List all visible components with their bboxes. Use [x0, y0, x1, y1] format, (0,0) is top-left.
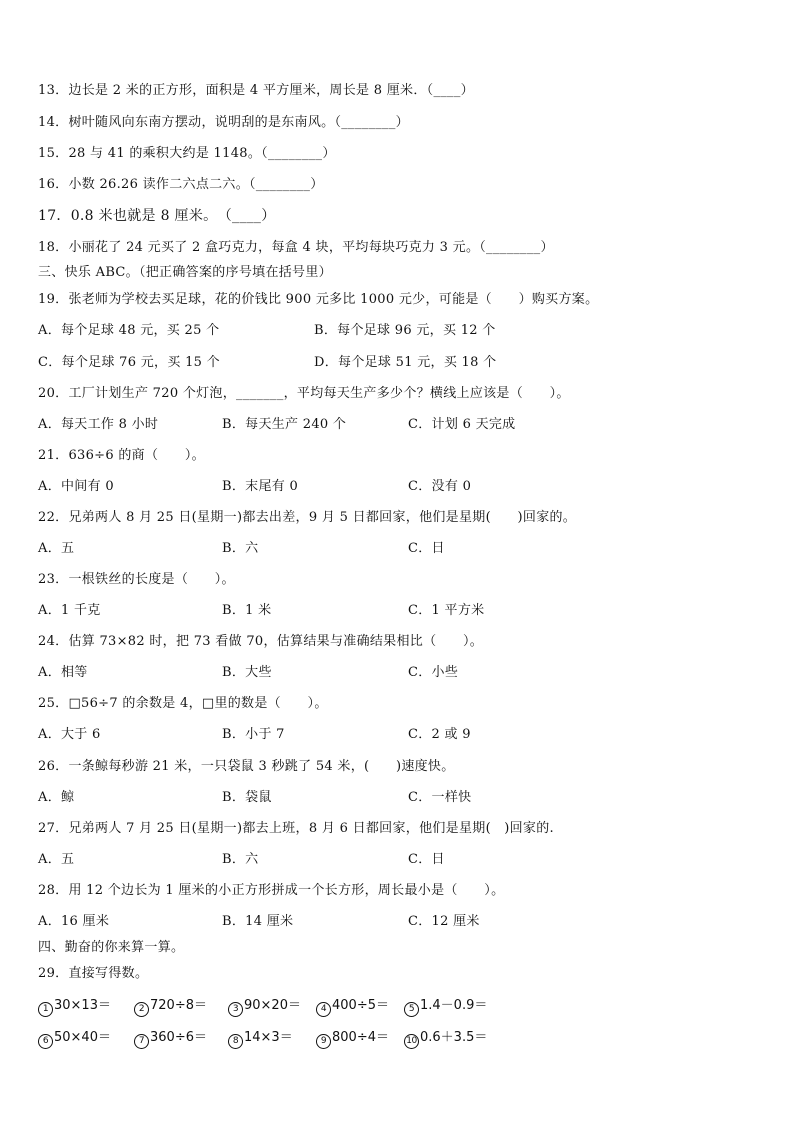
calc-item — [404, 998, 487, 1017]
q26-option-b: B．袋鼠 — [222, 790, 272, 805]
q19-option-b: B．每个足球 96 元，买 12 个 — [314, 323, 496, 338]
circled-number: 4 — [316, 1002, 331, 1017]
q24-option-c: C．小些 — [408, 665, 459, 680]
question-19-stem: 19．张老师为学校去买足球，花的价钱比 900 元多比 1000 元少，可能是（ ）购买方案。 — [38, 292, 599, 307]
question-25-stem: 25．□56÷7 的余数是 4，□里的数是（ ）。 — [38, 696, 328, 711]
section-4-title: 四、勤奋的你来算一算。 — [38, 940, 185, 955]
question-13: 13．边长是 2 米的正方形，面积是 4 平方厘米，周长是 8 厘米．（____） — [38, 83, 474, 98]
question-14: 14．树叶随风向东南方摆动，说明刮的是东南风。（________） — [38, 115, 409, 130]
circled-number: 9 — [316, 1034, 331, 1049]
calc-item — [228, 1030, 293, 1049]
calc-expression: 14×3＝ — [244, 1030, 293, 1045]
circled-number: 3 — [228, 1002, 243, 1017]
calc-item — [316, 1030, 389, 1049]
circled-number: 8 — [228, 1034, 243, 1049]
q22-option-b: B．六 — [222, 541, 259, 556]
q28-option-c: C．12 厘米 — [408, 914, 480, 929]
calc-item — [134, 998, 207, 1017]
q21-option-b: B．末尾有 0 — [222, 479, 299, 494]
calc-expression: 800÷4＝ — [332, 1030, 389, 1045]
calc-expression: 30×13＝ — [54, 998, 111, 1013]
q28-option-a: A．16 厘米 — [38, 914, 110, 929]
q23-option-b: B．1 米 — [222, 603, 272, 618]
question-26-stem: 26．一条鲸每秒游 21 米，一只袋鼠 3 秒跳了 54 米，( )速度快。 — [38, 759, 455, 774]
question-21-stem: 21．636÷6 的商（ ）。 — [38, 448, 205, 463]
circled-number: 5 — [404, 1002, 419, 1017]
q25-option-c: C．2 或 9 — [408, 727, 471, 742]
question-20-stem: 20．工厂计划生产 720 个灯泡，_______，平均每天生产多少个？横线上应该是（ ）。 — [38, 386, 570, 401]
calc-item — [38, 1030, 111, 1049]
calc-expression: 50×40＝ — [54, 1030, 111, 1045]
calc-item — [134, 1030, 207, 1049]
calc-expression: 0.6＋3.5＝ — [420, 1030, 488, 1045]
circled-number: 2 — [134, 1002, 149, 1017]
q26-option-c: C．一样快 — [408, 790, 472, 805]
q22-option-c: C．日 — [408, 541, 445, 556]
q21-option-c: C．没有 0 — [408, 479, 472, 494]
q24-option-b: B．大些 — [222, 665, 272, 680]
q20-option-b: B．每天生产 240 个 — [222, 417, 347, 432]
question-16: 16．小数 26.26 读作二六点二六。（________） — [38, 177, 324, 192]
calc-expression: 400÷5＝ — [332, 998, 389, 1013]
question-17: 17．0.8 米也就是 8 厘米。 （____） — [38, 208, 276, 224]
calc-expression: 360÷6＝ — [150, 1030, 207, 1045]
question-28-stem: 28．用 12 个边长为 1 厘米的小正方形拼成一个长方形，周长最小是（ ）。 — [38, 883, 505, 898]
question-29-stem: 29．直接写得数。 — [38, 966, 149, 981]
calc-item — [228, 998, 301, 1017]
q25-option-a: A．大于 6 — [38, 727, 101, 742]
calc-item — [404, 1030, 487, 1049]
q19-option-d: D．每个足球 51 元，买 18 个 — [314, 355, 497, 370]
q28-option-b: B．14 厘米 — [222, 914, 294, 929]
calc-expression: 720÷8＝ — [150, 998, 207, 1013]
q24-option-a: A．相等 — [38, 665, 88, 680]
calc-expression: 1.4－0.9＝ — [420, 998, 488, 1013]
q27-option-a: A．五 — [38, 852, 75, 867]
calc-item — [316, 998, 389, 1017]
question-24-stem: 24．估算 73×82 时，把 73 看做 70，估算结果与准确结果相比（ ）。 — [38, 634, 484, 649]
circled-number: 10 — [404, 1034, 419, 1049]
q19-option-c: C．每个足球 76 元，买 15 个 — [38, 355, 220, 370]
q25-option-b: B．小于 7 — [222, 727, 285, 742]
question-15: 15．28 与 41 的乘积大约是 1148。（________） — [38, 146, 336, 161]
q26-option-a: A．鲸 — [38, 790, 75, 805]
circled-number: 1 — [38, 1002, 53, 1017]
circled-number: 6 — [38, 1034, 53, 1049]
q19-option-a: A．每个足球 48 元，买 25 个 — [38, 323, 220, 338]
question-23-stem: 23．一根铁丝的长度是（ ）。 — [38, 572, 235, 587]
q20-option-c: C．计划 6 天完成 — [408, 417, 516, 432]
q20-option-a: A．每天工作 8 小时 — [38, 417, 159, 432]
calc-item — [38, 998, 111, 1017]
question-22-stem: 22．兄弟两人 8 月 25 日(星期一)都去出差，9 月 5 日都回家，他们是星期( )回家的。 — [38, 510, 577, 525]
q21-option-a: A．中间有 0 — [38, 479, 114, 494]
circled-number: 7 — [134, 1034, 149, 1049]
q22-option-a: A．五 — [38, 541, 75, 556]
q23-option-a: A．1 千克 — [38, 603, 101, 618]
question-27-stem: 27．兄弟两人 7 月 25 日(星期一)都去上班，8 月 6 日都回家，他们是星期( )回家的. — [38, 821, 554, 836]
calc-expression: 90×20＝ — [244, 998, 301, 1013]
q23-option-c: C．1 平方米 — [408, 603, 485, 618]
q27-option-c: C．日 — [408, 852, 445, 867]
question-18: 18．小丽花了 24 元买了 2 盒巧克力，每盒 4 块，平均每块巧克力 3 元。（________） — [38, 240, 554, 255]
section-3-title: 三、快乐 ABC。（把正确答案的序号填在括号里） — [38, 265, 332, 280]
q27-option-b: B．六 — [222, 852, 259, 867]
